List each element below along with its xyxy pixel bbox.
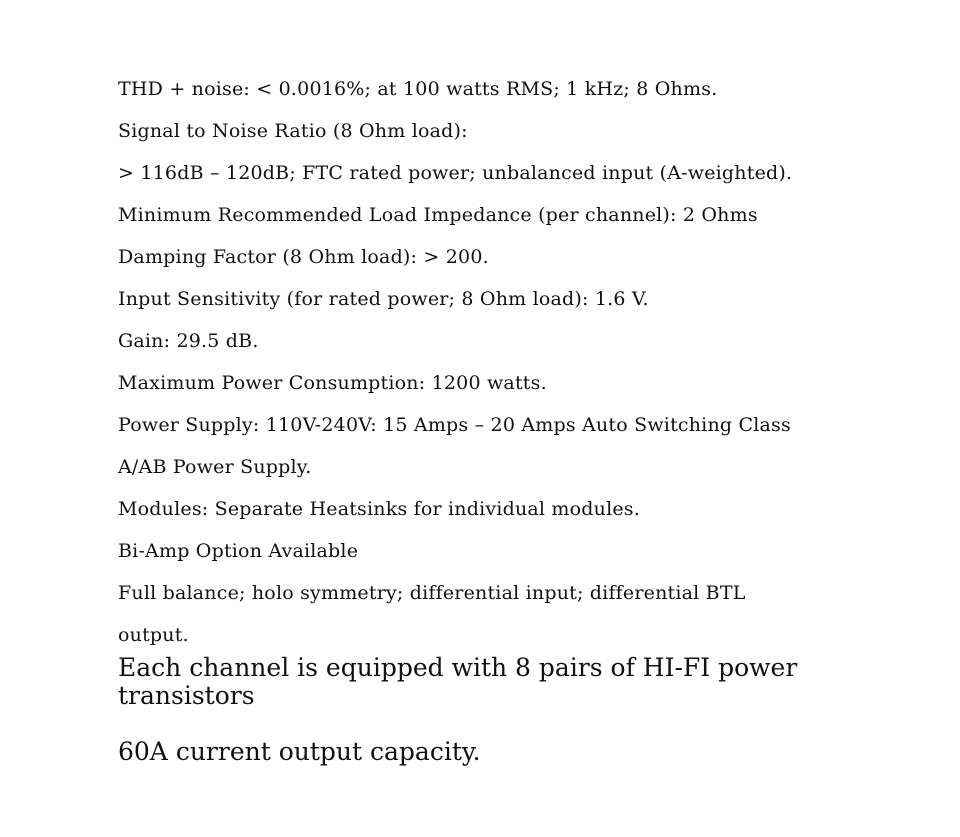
transistor-note: Each channel is equipped with 8 pairs of HI-FI power transistors xyxy=(118,653,798,710)
current-capacity-note: 60A current output capacity. xyxy=(118,737,481,766)
spec-gain: Gain: 29.5 dB. xyxy=(118,330,259,352)
closing-notes xyxy=(118,654,878,794)
spec-power-supply: Power Supply: 110V-240V: 15 Amps – 20 Amps Auto Switching Class xyxy=(118,414,791,436)
spec-damping-factor: Damping Factor (8 Ohm load): > 200. xyxy=(118,246,489,268)
spec-balance: Full balance; holo symmetry; differential input; differential BTL xyxy=(118,582,746,604)
spec-power-consumption: Maximum Power Consumption: 1200 watts. xyxy=(118,372,547,394)
spec-snr-value: > 116dB – 120dB; FTC rated power; unbalanced input (A-weighted). xyxy=(118,162,793,184)
spec-bi-amp: Bi-Amp Option Available xyxy=(118,540,359,562)
spec-input-sensitivity: Input Sensitivity (for rated power; 8 Ohm load): 1.6 V. xyxy=(118,288,649,310)
specifications-list xyxy=(118,74,858,662)
spec-balance-cont: output. xyxy=(118,624,189,646)
spec-power-supply-cont: A/AB Power Supply. xyxy=(118,456,312,478)
spec-thd-noise: THD + noise: < 0.0016%; at 100 watts RMS; 1 kHz; 8 Ohms. xyxy=(118,78,718,100)
spec-snr-heading: Signal to Noise Ratio (8 Ohm load): xyxy=(118,120,468,142)
spec-modules: Modules: Separate Heatsinks for individual modules. xyxy=(118,498,640,520)
spec-load-impedance: Minimum Recommended Load Impedance (per channel): 2 Ohms xyxy=(118,204,758,226)
